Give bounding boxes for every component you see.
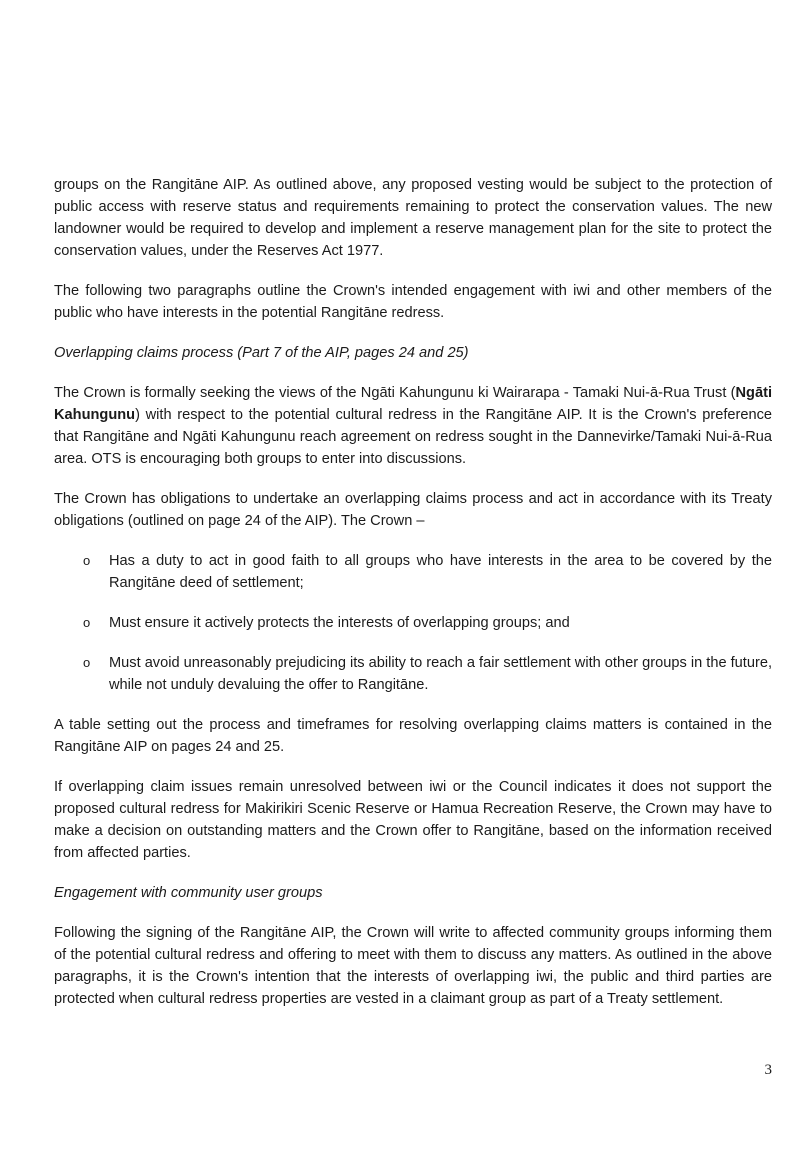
list-item bbox=[54, 550, 772, 594]
heading-overlapping-claims: Overlapping claims process (Part 7 of the AIP, pages 24 and 25) bbox=[54, 345, 469, 361]
page-number: 3 bbox=[764, 1062, 772, 1078]
bullet-icon: o bbox=[83, 615, 91, 630]
list-item-text: Must ensure it actively protects the interests of overlapping groups; and bbox=[109, 615, 570, 631]
bullet-icon: o bbox=[83, 655, 91, 670]
paragraph-unresolved-issues: If overlapping claim issues remain unresolved between iwi or the Council indicates it does not support the proposed cultural redress for Makirikiri Scenic Reserve or Hamua Recreation Reserve, the Crown may have to make a decision on outstanding matters and the Crown offer to Rangitāne, based on the information received from affected parties. bbox=[54, 779, 772, 861]
paragraph-text: The Crown is formally seeking the views of the Ngāti Kahungunu ki Wairarapa - Tamaki Nui-ā-Rua Trust ( bbox=[54, 385, 736, 401]
list-item-text: Has a duty to act in good faith to all groups who have interests in the area to be covered by the Rangitāne deed of settlement; bbox=[109, 553, 772, 591]
list-item-text: Must avoid unreasonably prejudicing its ability to reach a fair settlement with other groups in the future, while not unduly devaluing the offer to Rangitāne. bbox=[109, 655, 772, 693]
paragraph-text: ) with respect to the potential cultural redress in the Rangitāne AIP. It is the Crown's preference that Rangitāne and Ngāti Kahungunu reach agreement on redress sought in the Dannevirke/Tamaki Nui-ā-Rua area. OTS is encouraging both groups to enter into discussions. bbox=[54, 407, 772, 467]
paragraph-ngati-kahungunu bbox=[54, 382, 772, 470]
paragraph-table-reference: A table setting out the process and timeframes for resolving overlapping claims matters is contained in the Rangitāne AIP on pages 24 and 25. bbox=[54, 717, 772, 755]
paragraph-community-groups: Following the signing of the Rangitāne AIP, the Crown will write to affected community groups informing them of the potential cultural redress and offering to meet with them to discuss any matters. As outlined in the above paragraphs, it is the Crown's intention that the interests of overlapping iwi, the public and third parties are protected when cultural redress properties are vested in a claimant group as part of a Treaty settlement. bbox=[54, 925, 772, 1007]
paragraph-crown-obligations: The Crown has obligations to undertake an overlapping claims process and act in accordance with its Treaty obligations (outlined on page 24 of the AIP). The Crown – bbox=[54, 491, 772, 529]
paragraph-vesting: groups on the Rangitāne AIP. As outlined above, any proposed vesting would be subject to the protection of public access with reserve status and requirements remaining to protect the conservation values. The new landowner would be required to develop and implement a reserve management plan for the site to protect the conservation values, under the Reserves Act 1977. bbox=[54, 177, 772, 259]
bullet-icon: o bbox=[83, 553, 91, 568]
bold-term: Ngāti Kahungunu bbox=[54, 385, 772, 423]
list-item bbox=[54, 612, 772, 634]
list-item bbox=[54, 652, 772, 696]
heading-community-engagement: Engagement with community user groups bbox=[54, 885, 323, 901]
obligations-list bbox=[54, 550, 772, 696]
document-body bbox=[54, 174, 772, 1028]
paragraph-engagement-intro: The following two paragraphs outline the Crown's intended engagement with iwi and other members of the public who have interests in the potential Rangitāne redress. bbox=[54, 283, 772, 321]
